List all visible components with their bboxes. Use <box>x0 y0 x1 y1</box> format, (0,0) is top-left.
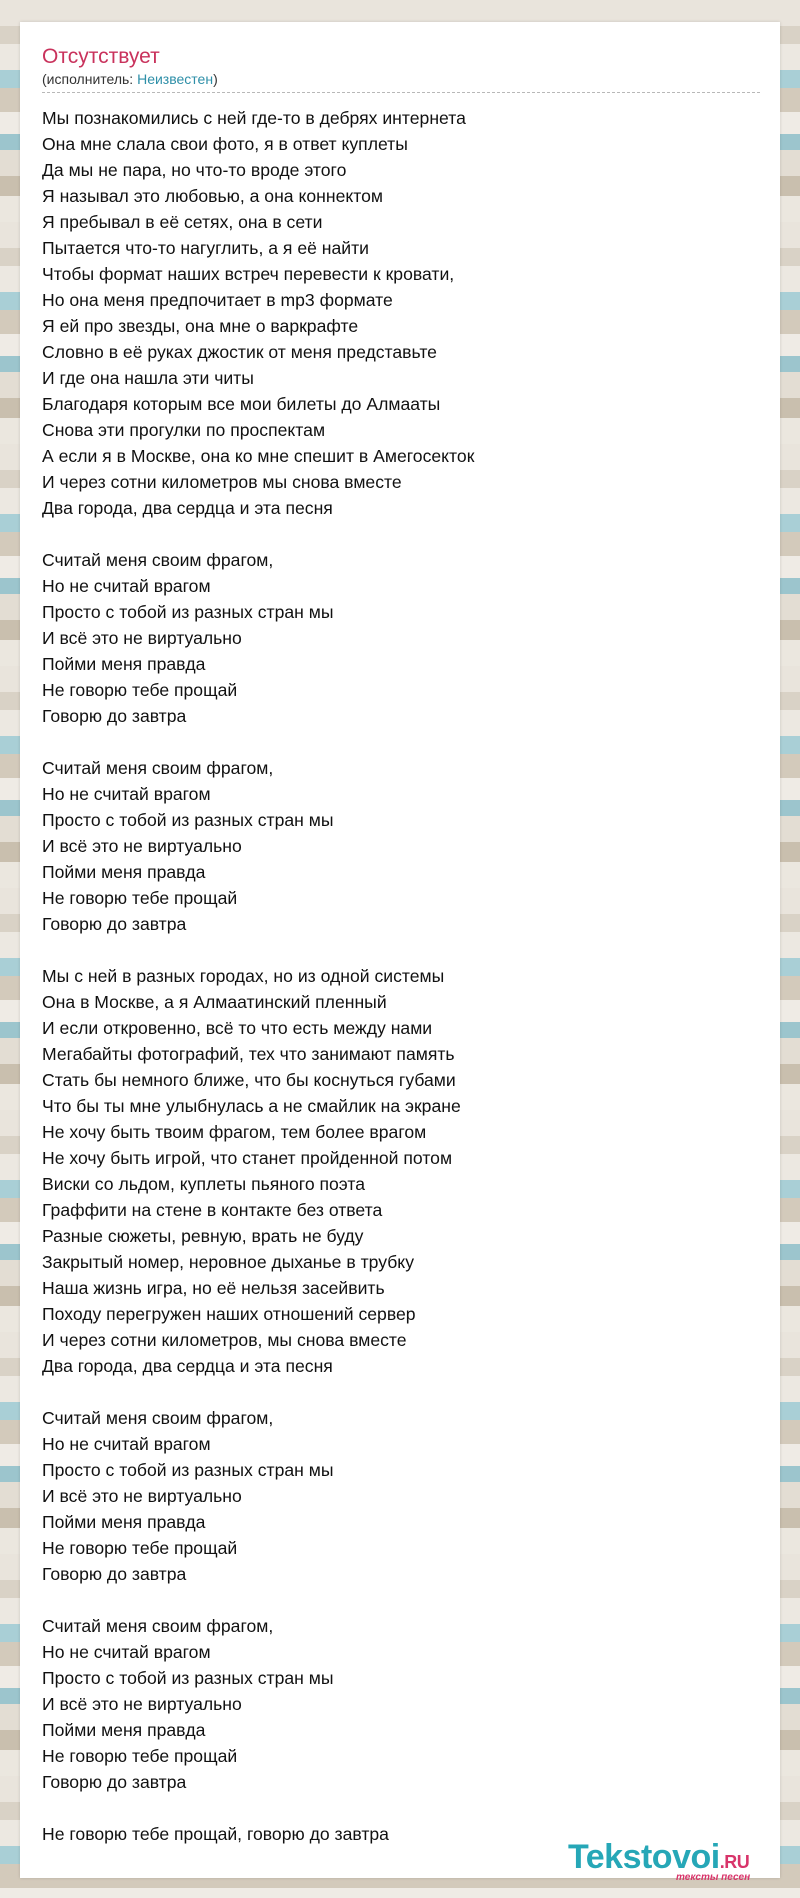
lyrics-line: Не хочу быть игрой, что станет пройденной потом <box>42 1148 453 1168</box>
lyrics-line: Но не считай врагом <box>42 576 211 596</box>
lyrics-line: Да мы не пара, но что-то вроде этого <box>42 160 347 180</box>
artist-suffix: ) <box>213 71 218 87</box>
lyrics-line: Граффити на стене в контакте без ответа <box>42 1200 383 1220</box>
lyrics-line: Пойми меня правда <box>42 862 206 882</box>
lyrics-line: Считай меня своим фрагом, <box>42 550 274 570</box>
lyrics-line: А если я в Москве, она ко мне спешит в Амегосекток <box>42 446 475 466</box>
lyrics-line: Считай меня своим фрагом, <box>42 758 274 778</box>
lyrics-line: Чтобы формат наших встреч перевести к кровати, <box>42 264 455 284</box>
lyrics-stanza <box>42 963 760 1379</box>
lyrics-line: Закрытый номер, неровное дыханье в трубку <box>42 1252 414 1272</box>
lyrics-line: Говорю до завтра <box>42 914 187 934</box>
lyrics-line: Просто с тобой из разных стран мы <box>42 602 334 622</box>
lyrics-line: Но не считай врагом <box>42 1642 211 1662</box>
lyrics-line: Мы познакомились с ней где-то в дебрях интернета <box>42 108 466 128</box>
song-header <box>42 44 760 93</box>
lyrics-line: Пойми меня правда <box>42 654 206 674</box>
lyrics-stanza <box>42 547 760 729</box>
lyrics-line: Что бы ты мне улыбнулась а не смайлик на экране <box>42 1096 461 1116</box>
artist-prefix: (исполнитель: <box>42 71 138 87</box>
lyrics-line: Я пребывал в её сетях, она в сети <box>42 212 323 232</box>
lyrics-line: Два города, два сердца и эта песня <box>42 1356 333 1376</box>
site-logo[interactable] <box>568 1838 773 1884</box>
lyrics-line: И всё это не виртуально <box>42 1486 242 1506</box>
lyrics-line: Она в Москве, а я Алмаатинский пленный <box>42 992 387 1012</box>
lyrics-line: Пойми меня правда <box>42 1512 206 1532</box>
lyrics-line: И всё это не виртуально <box>42 1694 242 1714</box>
lyrics-stanza <box>42 1613 760 1795</box>
lyrics-line: Два города, два сердца и эта песня <box>42 498 333 518</box>
lyrics-line: И если откровенно, всё то что есть между нами <box>42 1018 433 1038</box>
lyrics-line: Говорю до завтра <box>42 1564 187 1584</box>
lyrics-text <box>42 105 760 1847</box>
lyrics-stanza <box>42 105 760 521</box>
lyrics-line: Но она меня предпочитает в mp3 формате <box>42 290 393 310</box>
logo-main-text: Tekstovoi <box>568 1838 720 1876</box>
lyrics-line: Я называл это любовью, а она коннектом <box>42 186 384 206</box>
lyrics-line: Пытается что-то нагуглить, а я её найти <box>42 238 370 258</box>
lyrics-stanza <box>42 1405 760 1587</box>
lyrics-line: Виски со льдом, куплеты пьяного поэта <box>42 1174 366 1194</box>
lyrics-line: Не говорю тебе прощай <box>42 888 238 908</box>
lyrics-line: Походу перегружен наших отношений сервер <box>42 1304 416 1324</box>
lyrics-line: Не хочу быть твоим фрагом, тем более врагом <box>42 1122 427 1142</box>
lyrics-line: Словно в её руках джостик от меня представьте <box>42 342 437 362</box>
logo-tagline: тексты песен <box>676 1872 751 1883</box>
lyrics-line: Она мне слала свои фото, я в ответ куплеты <box>42 134 408 154</box>
lyrics-line: Не говорю тебе прощай <box>42 1746 238 1766</box>
lyrics-line: Не говорю тебе прощай <box>42 680 238 700</box>
lyrics-card <box>20 22 780 1878</box>
lyrics-line: Считай меня своим фрагом, <box>42 1616 274 1636</box>
lyrics-line: Но не считай врагом <box>42 784 211 804</box>
lyrics-stanza <box>42 755 760 937</box>
lyrics-line: Просто с тобой из разных стран мы <box>42 1668 334 1688</box>
lyrics-line: Считай меня своим фрагом, <box>42 1408 274 1428</box>
lyrics-line: Снова эти прогулки по проспектам <box>42 420 326 440</box>
lyrics-line: Стать бы немного ближе, что бы коснуться губами <box>42 1070 456 1090</box>
lyrics-line: И через сотни километров мы снова вместе <box>42 472 402 492</box>
lyrics-line: И через сотни километров, мы снова вместе <box>42 1330 407 1350</box>
lyrics-line: Просто с тобой из разных стран мы <box>42 810 334 830</box>
lyrics-line: И где она нашла эти читы <box>42 368 254 388</box>
artist-line <box>42 70 760 88</box>
lyrics-line: Пойми меня правда <box>42 1720 206 1740</box>
lyrics-line: Говорю до завтра <box>42 1772 187 1792</box>
lyrics-line: Разные сюжеты, ревную, врать не буду <box>42 1226 364 1246</box>
lyrics-line: Мы с ней в разных городах, но из одной системы <box>42 966 445 986</box>
lyrics-line: Наша жизнь игра, но её нельзя засейвить <box>42 1278 385 1298</box>
artist-link[interactable]: Неизвестен <box>137 71 214 87</box>
lyrics-line: И всё это не виртуально <box>42 628 242 648</box>
song-title: Отсутствует <box>42 45 160 68</box>
lyrics-line: Мегабайты фотографий, тех что занимают память <box>42 1044 455 1064</box>
lyrics-line: Я ей про звезды, она мне о варкрафте <box>42 316 359 336</box>
lyrics-line: И всё это не виртуально <box>42 836 242 856</box>
lyrics-line: Говорю до завтра <box>42 706 187 726</box>
lyrics-line: Не говорю тебе прощай <box>42 1538 238 1558</box>
logo-tld: .RU <box>719 1852 750 1872</box>
lyrics-line: Просто с тобой из разных стран мы <box>42 1460 334 1480</box>
lyrics-line: Не говорю тебе прощай, говорю до завтра <box>42 1824 389 1844</box>
lyrics-line: Благодаря которым все мои билеты до Алмааты <box>42 394 441 414</box>
lyrics-line: Но не считай врагом <box>42 1434 211 1454</box>
